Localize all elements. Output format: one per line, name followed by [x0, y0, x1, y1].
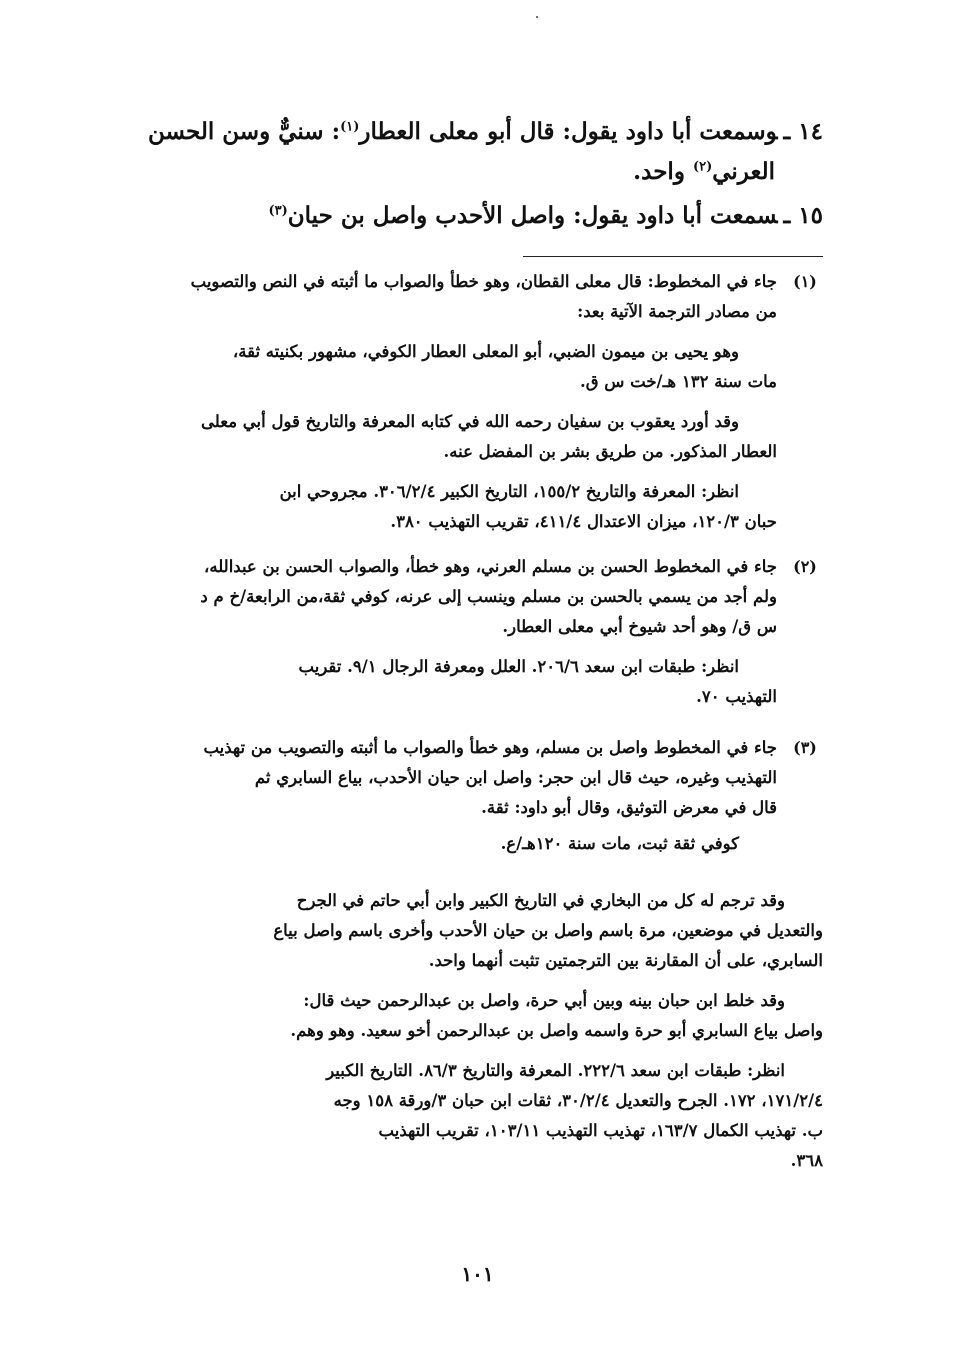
item-14-line-2 [130, 152, 823, 192]
footnote-line: جاء في المخطوط الحسن بن مسلم العرني، وهو خطأ، والصواب الحسن بن عبدالله، [204, 557, 777, 576]
footnote-line: حبان ١٢٠/٣، ميزان الاعتدال ٤١١/٤، تقريب التهذيب ٣٨٠. [390, 512, 777, 531]
scan-speck [536, 16, 538, 18]
footnote-line: وقد خلط ابن حبان بينه وبين أبي حرة، واصل بن عبدالرحمن حيث قال: [303, 991, 785, 1010]
footnote-line: واصل بياع السابري أبو حرة واسمه واصل بن عبدالرحمن أخو سعيد. وهو وهم. [290, 1021, 823, 1040]
footnote-line: من مصادر الترجمة الآتية بعد: [577, 302, 777, 321]
item-14-text-cont: : سنيٌّ وسن الحسن [148, 118, 341, 145]
footnote-3 [130, 733, 823, 859]
footnote-line: السابري، على أن المقارنة بين الترجمتين تثبت أنهما واحد. [428, 951, 823, 970]
item-14-line-1 [130, 112, 823, 152]
footnote-3-continued [130, 886, 823, 1176]
footnote-body [130, 267, 777, 537]
item-14-text-3: واحد. [633, 158, 693, 185]
footnote-body [130, 552, 777, 712]
footnote-line: انظر: المعرفة والتاريخ ١٥٥/٢، التاريخ الكبير ٣٠٦/٢/٤. مجروحي ابن [279, 482, 739, 501]
footnote-line: مات سنة ١٣٢ هـ/خت س ق. [579, 372, 777, 391]
footnote-line: التهذيب ٧٠. [696, 687, 777, 706]
footnote-body [130, 733, 777, 859]
item-15-line-1 [130, 196, 823, 236]
footnote-2 [130, 552, 823, 712]
footnote-line: قال في معرض التوثيق، وقال أبو داود: ثقة. [481, 798, 777, 817]
footnote-separator [523, 256, 823, 257]
footnote-line: العطار المذكور. من طريق بشر بن المفضل عنه. [443, 442, 777, 461]
footnote-label: (٢) [793, 557, 817, 576]
main-item-14 [130, 112, 823, 192]
item-14-text-2: العرني [712, 158, 775, 185]
footnote-line: وقد ترجم له كل من البخاري في التاريخ الكبير وابن أبي حاتم في الجرح [296, 891, 785, 910]
footnote-line: وقد أورد يعقوب بن سفيان رحمه الله في كتابه المعرفة والتاريخ قول أبي معلى [201, 412, 739, 431]
footnote-line: ولم أجد من يسمي بالحسن بن مسلم وينسب إلى عرنه، كوفي ثقة،من الرابعة/خ م د [200, 587, 777, 606]
main-item-15 [130, 196, 823, 236]
footnote-line: التهذيب وغيره، حيث قال ابن حجر: واصل ابن حيان الأحدب، بياع السابري ثم [254, 768, 777, 787]
footnote-ref-3[interactable]: (٣) [268, 203, 288, 219]
footnote-line: كوفي ثقة ثبت، مات سنة ١٢٠هـ/ع. [500, 834, 739, 853]
item-14-text: وسمعت أبا داود يقول: قال أبو معلى العطار [359, 118, 778, 145]
footnote-line: جاء في المخطوط واصل بن مسلم، وهو خطأ والصواب ما أثبته والتصويب من تهذيب [203, 738, 777, 757]
footnote-line: والتعديل في موضعين، مرة باسم واصل بن حيان الأحدب وأخرى باسم واصل بياع [273, 921, 823, 940]
item-number: ١٤ ـ [783, 118, 823, 145]
footnote-line: ٣٦٨. [790, 1151, 823, 1170]
footnote-1 [130, 267, 823, 537]
footnote-line: انظر: طبقات ابن سعد ٢٢٢/٦. المعرفة والتاريخ ٨٦/٣. التاريخ الكبير [326, 1061, 785, 1080]
footnote-line: ١٧١/٢/٤، ١٧٢. الجرح والتعديل ٣٠/٢/٤، ثقات ابن حبان ٣/ورقة ١٥٨ وجه [333, 1091, 823, 1110]
footnote-label: (١) [793, 272, 817, 291]
footnote-line: وهو يحيى بن ميمون الضبي، أبو المعلى العطار الكوفي، مشهور بكنيته ثقة، [232, 342, 739, 361]
footnote-line: جاء في المخطوط: قال معلى القطان، وهو خطأ والصواب ما أثبته في النص والتصويب [190, 272, 777, 291]
item-number: ١٥ ـ [783, 202, 823, 229]
page-number: ١٠١ [461, 1262, 494, 1286]
footnote-label: (٣) [793, 738, 817, 757]
footnote-ref-2[interactable]: (٢) [692, 159, 713, 175]
footnote-line: س ق/ وهو أحد شيوخ أبي معلى العطار. [502, 617, 777, 636]
footnote-line: انظر: طبقات ابن سعد ٢٠٦/٦. العلل ومعرفة الرجال ٩/١. تقريب [298, 657, 739, 676]
item-15-text: سمعت أبا داود يقول: واصل الأحدب واصل بن حيان [287, 202, 778, 229]
footnote-ref-1[interactable]: (١) [340, 119, 360, 135]
footnote-line: ب. تهذيب الكمال ١٦٣/٧، تهذيب التهذيب ١٠٣/١١، تقريب التهذيب [378, 1121, 823, 1140]
